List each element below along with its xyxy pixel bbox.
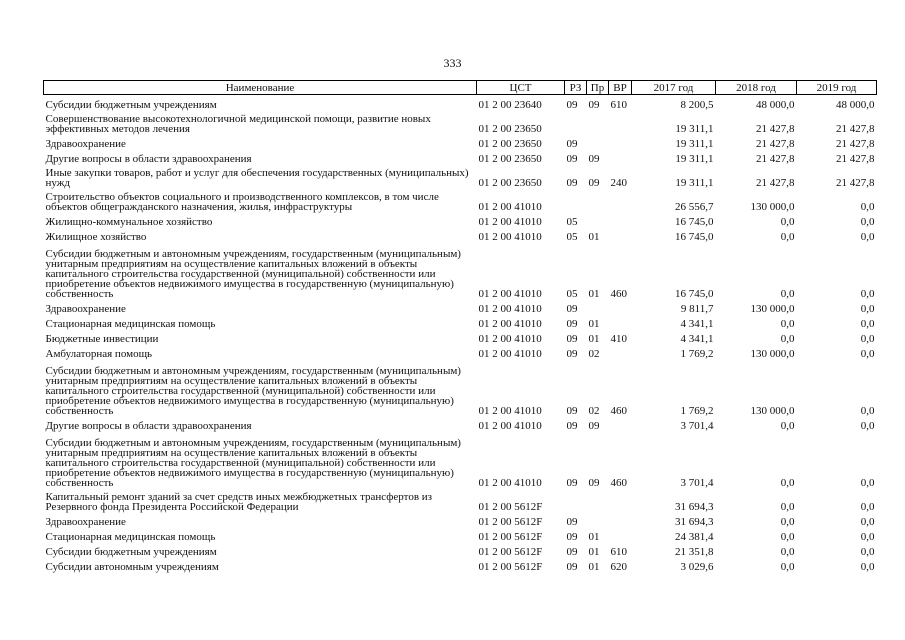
cell-2019: 0,0 [860,230,875,243]
cell-2018: 130 000,0 [750,404,795,417]
cell-name: Субсидии автономным учреждениям [45,560,219,573]
cell-2017: 1 769,2 [680,404,714,417]
table-row [44,416,877,431]
cell-2019: 0,0 [860,560,875,573]
cell-vr [609,188,632,212]
cell-2019: 0,0 [860,347,875,360]
cell-pr: 01 [588,530,600,543]
cell-cst: 01 2 00 41010 [478,230,542,243]
cell-pr: 01 [588,230,600,243]
cell-2018: 0,0 [780,500,795,513]
table-row [44,95,877,110]
table-row [44,212,877,227]
cell-2017: 16 745,0 [675,230,714,243]
cell-pr [587,110,609,134]
cell-rz [565,110,587,134]
cell-2019: 0,0 [860,302,875,315]
cell-cst: 01 2 00 41010 [478,404,542,417]
cell-name: Здравоохранение [45,302,126,315]
cell-vr [609,227,632,242]
cell-vr [609,212,632,227]
cell-2017: 31 694,3 [675,500,714,513]
cell-rz: 09 [566,347,578,360]
cell-rz [565,488,587,512]
cell-rz: 09 [566,404,578,417]
cell-pr [587,488,609,512]
cell-vr: 460 [610,287,627,300]
cell-pr: 09 [588,152,600,165]
cell-rz: 05 [566,230,578,243]
table-row [44,134,877,149]
cell-vr [609,149,632,164]
cell-pr [587,134,609,149]
cell-vr: 410 [610,332,627,345]
cell-name: Здравоохранение [45,515,126,528]
cell-2018: 0,0 [780,545,795,558]
table-row [44,299,877,314]
cell-vr [609,527,632,542]
cell-name: Жилищно-коммунальное хозяйство [45,215,213,228]
cell-cst: 01 2 00 41010 [478,347,542,360]
cell-2018: 0,0 [780,419,795,432]
cell-2018: 0,0 [780,476,795,489]
cell-2019: 0,0 [860,200,875,213]
cell-2019: 21 427,8 [836,152,875,165]
cell-2017: 31 694,3 [675,515,714,528]
cell-name: Совершенствование высокотехнологичной медицинской помощи, развитие новых эффективных методов лечения [45,112,431,135]
column-header-rz: РЗ [565,81,587,95]
cell-2018: 0,0 [780,515,795,528]
cell-2018: 130 000,0 [750,200,795,213]
cell-rz: 09 [566,515,578,528]
cell-pr [587,299,609,314]
budget-table [43,80,877,572]
cell-cst: 01 2 00 41010 [478,302,542,315]
column-header-pr: Пр [587,81,609,95]
cell-name: Жилищное хозяйство [45,230,147,243]
table-row [44,359,877,416]
cell-2018: 21 427,8 [756,176,795,189]
cell-cst: 01 2 00 41010 [478,215,542,228]
cell-2018: 130 000,0 [750,302,795,315]
table-row [44,242,877,299]
cell-cst: 01 2 00 5612F [478,500,543,513]
cell-rz: 09 [566,419,578,432]
column-header-name: Наименование [44,81,477,95]
cell-rz: 09 [566,302,578,315]
cell-cst: 01 2 00 41010 [478,287,542,300]
cell-2017: 3 701,4 [680,419,714,432]
cell-vr: 460 [610,404,627,417]
cell-name: Строительство объектов социального и производственного комплексов, в том числе объектов общегражданского назначения, жилья, инфраструктуры [45,190,439,213]
cell-cst: 01 2 00 5612F [478,560,543,573]
cell-pr: 02 [588,404,600,417]
cell-cst: 01 2 00 23650 [478,122,542,135]
cell-2017: 16 745,0 [675,287,714,300]
cell-2017: 26 556,7 [675,200,714,213]
cell-cst: 01 2 00 41010 [478,317,542,330]
cell-cst: 01 2 00 23650 [478,152,542,165]
cell-cst: 01 2 00 5612F [478,530,543,543]
table-row [44,314,877,329]
cell-vr [609,110,632,134]
table-row [44,227,877,242]
cell-2019: 0,0 [860,287,875,300]
cell-vr [609,344,632,359]
cell-2018: 0,0 [780,560,795,573]
cell-rz: 09 [566,332,578,345]
table-row [44,329,877,344]
cell-2017: 24 381,4 [675,530,714,543]
cell-2018: 0,0 [780,530,795,543]
cell-rz: 09 [566,137,578,150]
table-row [44,512,877,527]
page-number: 333 [443,56,462,70]
cell-2018: 48 000,0 [756,98,795,111]
cell-pr: 01 [588,332,600,345]
cell-pr [587,212,609,227]
cell-2019: 0,0 [860,545,875,558]
cell-2019: 0,0 [860,404,875,417]
table-row [44,557,877,572]
cell-name: Амбулаторная помощь [45,347,153,360]
cell-2019: 21 427,8 [836,137,875,150]
cell-name: Другие вопросы в области здравоохранения [45,419,252,432]
cell-2017: 21 351,8 [675,545,714,558]
table-row [44,188,877,212]
cell-2017: 9 811,7 [680,302,714,315]
cell-2018: 130 000,0 [750,347,795,360]
table-row [44,149,877,164]
cell-rz: 09 [566,545,578,558]
cell-name: Здравоохранение [45,137,126,150]
cell-2019: 0,0 [860,419,875,432]
cell-2018: 21 427,8 [756,152,795,165]
cell-name: Стационарная медицинская помощь [45,317,216,330]
cell-cst: 01 2 00 41010 [478,476,542,489]
cell-pr: 01 [588,545,600,558]
cell-vr [609,416,632,431]
column-header-2017: 2017 год [632,81,716,95]
cell-2017: 3 029,6 [680,560,714,573]
cell-pr: 02 [588,347,600,360]
cell-pr: 09 [588,176,600,189]
cell-rz: 09 [566,476,578,489]
cell-2019: 0,0 [860,500,875,513]
cell-name: Субсидии бюджетным учреждениям [45,98,217,111]
table-row [44,431,877,488]
cell-2017: 19 311,1 [675,122,714,135]
cell-vr: 240 [610,176,627,189]
cell-cst: 01 2 00 5612F [478,545,543,558]
cell-2019: 0,0 [860,530,875,543]
column-header-2018: 2018 год [716,81,797,95]
column-header-2019: 2019 год [797,81,877,95]
table-row [44,110,877,134]
table-row [44,488,877,512]
cell-rz: 05 [566,215,578,228]
cell-2017: 19 311,1 [675,176,714,189]
cell-2018: 21 427,8 [756,122,795,135]
cell-name: Другие вопросы в области здравоохранения [45,152,252,165]
cell-2018: 0,0 [780,287,795,300]
cell-2019: 21 427,8 [836,122,875,135]
cell-vr [609,134,632,149]
cell-2018: 0,0 [780,317,795,330]
cell-vr [609,314,632,329]
cell-name: Иные закупки товаров, работ и услуг для обеспечения государственных (муниципальных) нужд [45,166,469,189]
cell-cst: 01 2 00 23650 [478,137,542,150]
cell-2019: 0,0 [860,476,875,489]
cell-pr [587,512,609,527]
cell-2017: 19 311,1 [675,137,714,150]
cell-2018: 0,0 [780,215,795,228]
cell-name: Капитальный ремонт зданий за счет средств иных межбюджетных трансфертов из Резервного фонда Президента Российской Федерации [45,490,432,513]
table-row [44,164,877,188]
column-header-cst: ЦСТ [477,81,565,95]
cell-pr: 01 [588,560,600,573]
cell-name: Стационарная медицинская помощь [45,530,216,543]
cell-pr: 09 [588,419,600,432]
cell-rz [565,188,587,212]
cell-2017: 1 769,2 [680,347,714,360]
cell-cst: 01 2 00 41010 [478,332,542,345]
cell-2018: 21 427,8 [756,137,795,150]
table-row [44,344,877,359]
cell-2017: 3 701,4 [680,476,714,489]
table-row [44,542,877,557]
cell-2017: 4 341,1 [680,332,714,345]
table-row [44,527,877,542]
cell-cst: 01 2 00 23650 [478,176,542,189]
cell-2017: 16 745,0 [675,215,714,228]
cell-cst: 01 2 00 41010 [478,419,542,432]
cell-2017: 19 311,1 [675,152,714,165]
cell-cst: 01 2 00 5612F [478,515,543,528]
cell-name: Бюджетные инвестиции [45,332,159,345]
cell-rz: 09 [566,98,578,111]
cell-rz: 09 [566,176,578,189]
cell-name: Субсидии бюджетным и автономным учреждениям, государственным (муниципальным) унитарным предприятиям на осуществление капитальных вложений в объекты капитального строительства государственной (муниципальной) собственности или приобретение объектов недвижимого имущества в государственную (муниципальную) собственность [45,436,461,489]
cell-cst: 01 2 00 41010 [478,200,542,213]
cell-vr: 610 [610,98,627,111]
cell-2019: 21 427,8 [836,176,875,189]
cell-rz: 09 [566,152,578,165]
cell-cst: 01 2 00 23640 [478,98,542,111]
cell-vr: 460 [610,476,627,489]
cell-2019: 0,0 [860,215,875,228]
cell-2018: 0,0 [780,332,795,345]
cell-vr [609,299,632,314]
cell-rz: 09 [566,530,578,543]
table-body [44,95,877,572]
cell-2017: 4 341,1 [680,317,714,330]
cell-vr: 610 [610,545,627,558]
cell-vr [609,512,632,527]
cell-rz: 05 [566,287,578,300]
cell-pr: 01 [588,317,600,330]
cell-rz: 09 [566,317,578,330]
cell-name: Субсидии бюджетным и автономным учреждениям, государственным (муниципальным) унитарным предприятиям на осуществление капитальных вложений в объекты капитального строительства государственной (муниципальной) собственности или приобретение объектов недвижимого имущества в государственную (муниципальную) собственность [45,364,461,417]
table-header [44,81,877,95]
cell-vr [609,488,632,512]
cell-2019: 0,0 [860,515,875,528]
cell-rz: 09 [566,560,578,573]
cell-2019: 0,0 [860,317,875,330]
cell-pr [587,188,609,212]
cell-vr: 620 [610,560,627,573]
cell-2018: 0,0 [780,230,795,243]
cell-2017: 8 200,5 [680,98,714,111]
column-header-vr: ВР [609,81,632,95]
cell-name: Субсидии бюджетным учреждениям [45,545,217,558]
cell-pr: 09 [588,476,600,489]
cell-pr: 01 [588,287,600,300]
cell-2019: 0,0 [860,332,875,345]
cell-pr: 09 [588,98,600,111]
cell-name: Субсидии бюджетным и автономным учреждениям, государственным (муниципальным) унитарным предприятиям на осуществление капитальных вложений в объекты капитального строительства государственной (муниципальной) собственности или приобретение объектов недвижимого имущества в государственную (муниципальную) собственность [45,247,461,300]
cell-2019: 48 000,0 [836,98,875,111]
